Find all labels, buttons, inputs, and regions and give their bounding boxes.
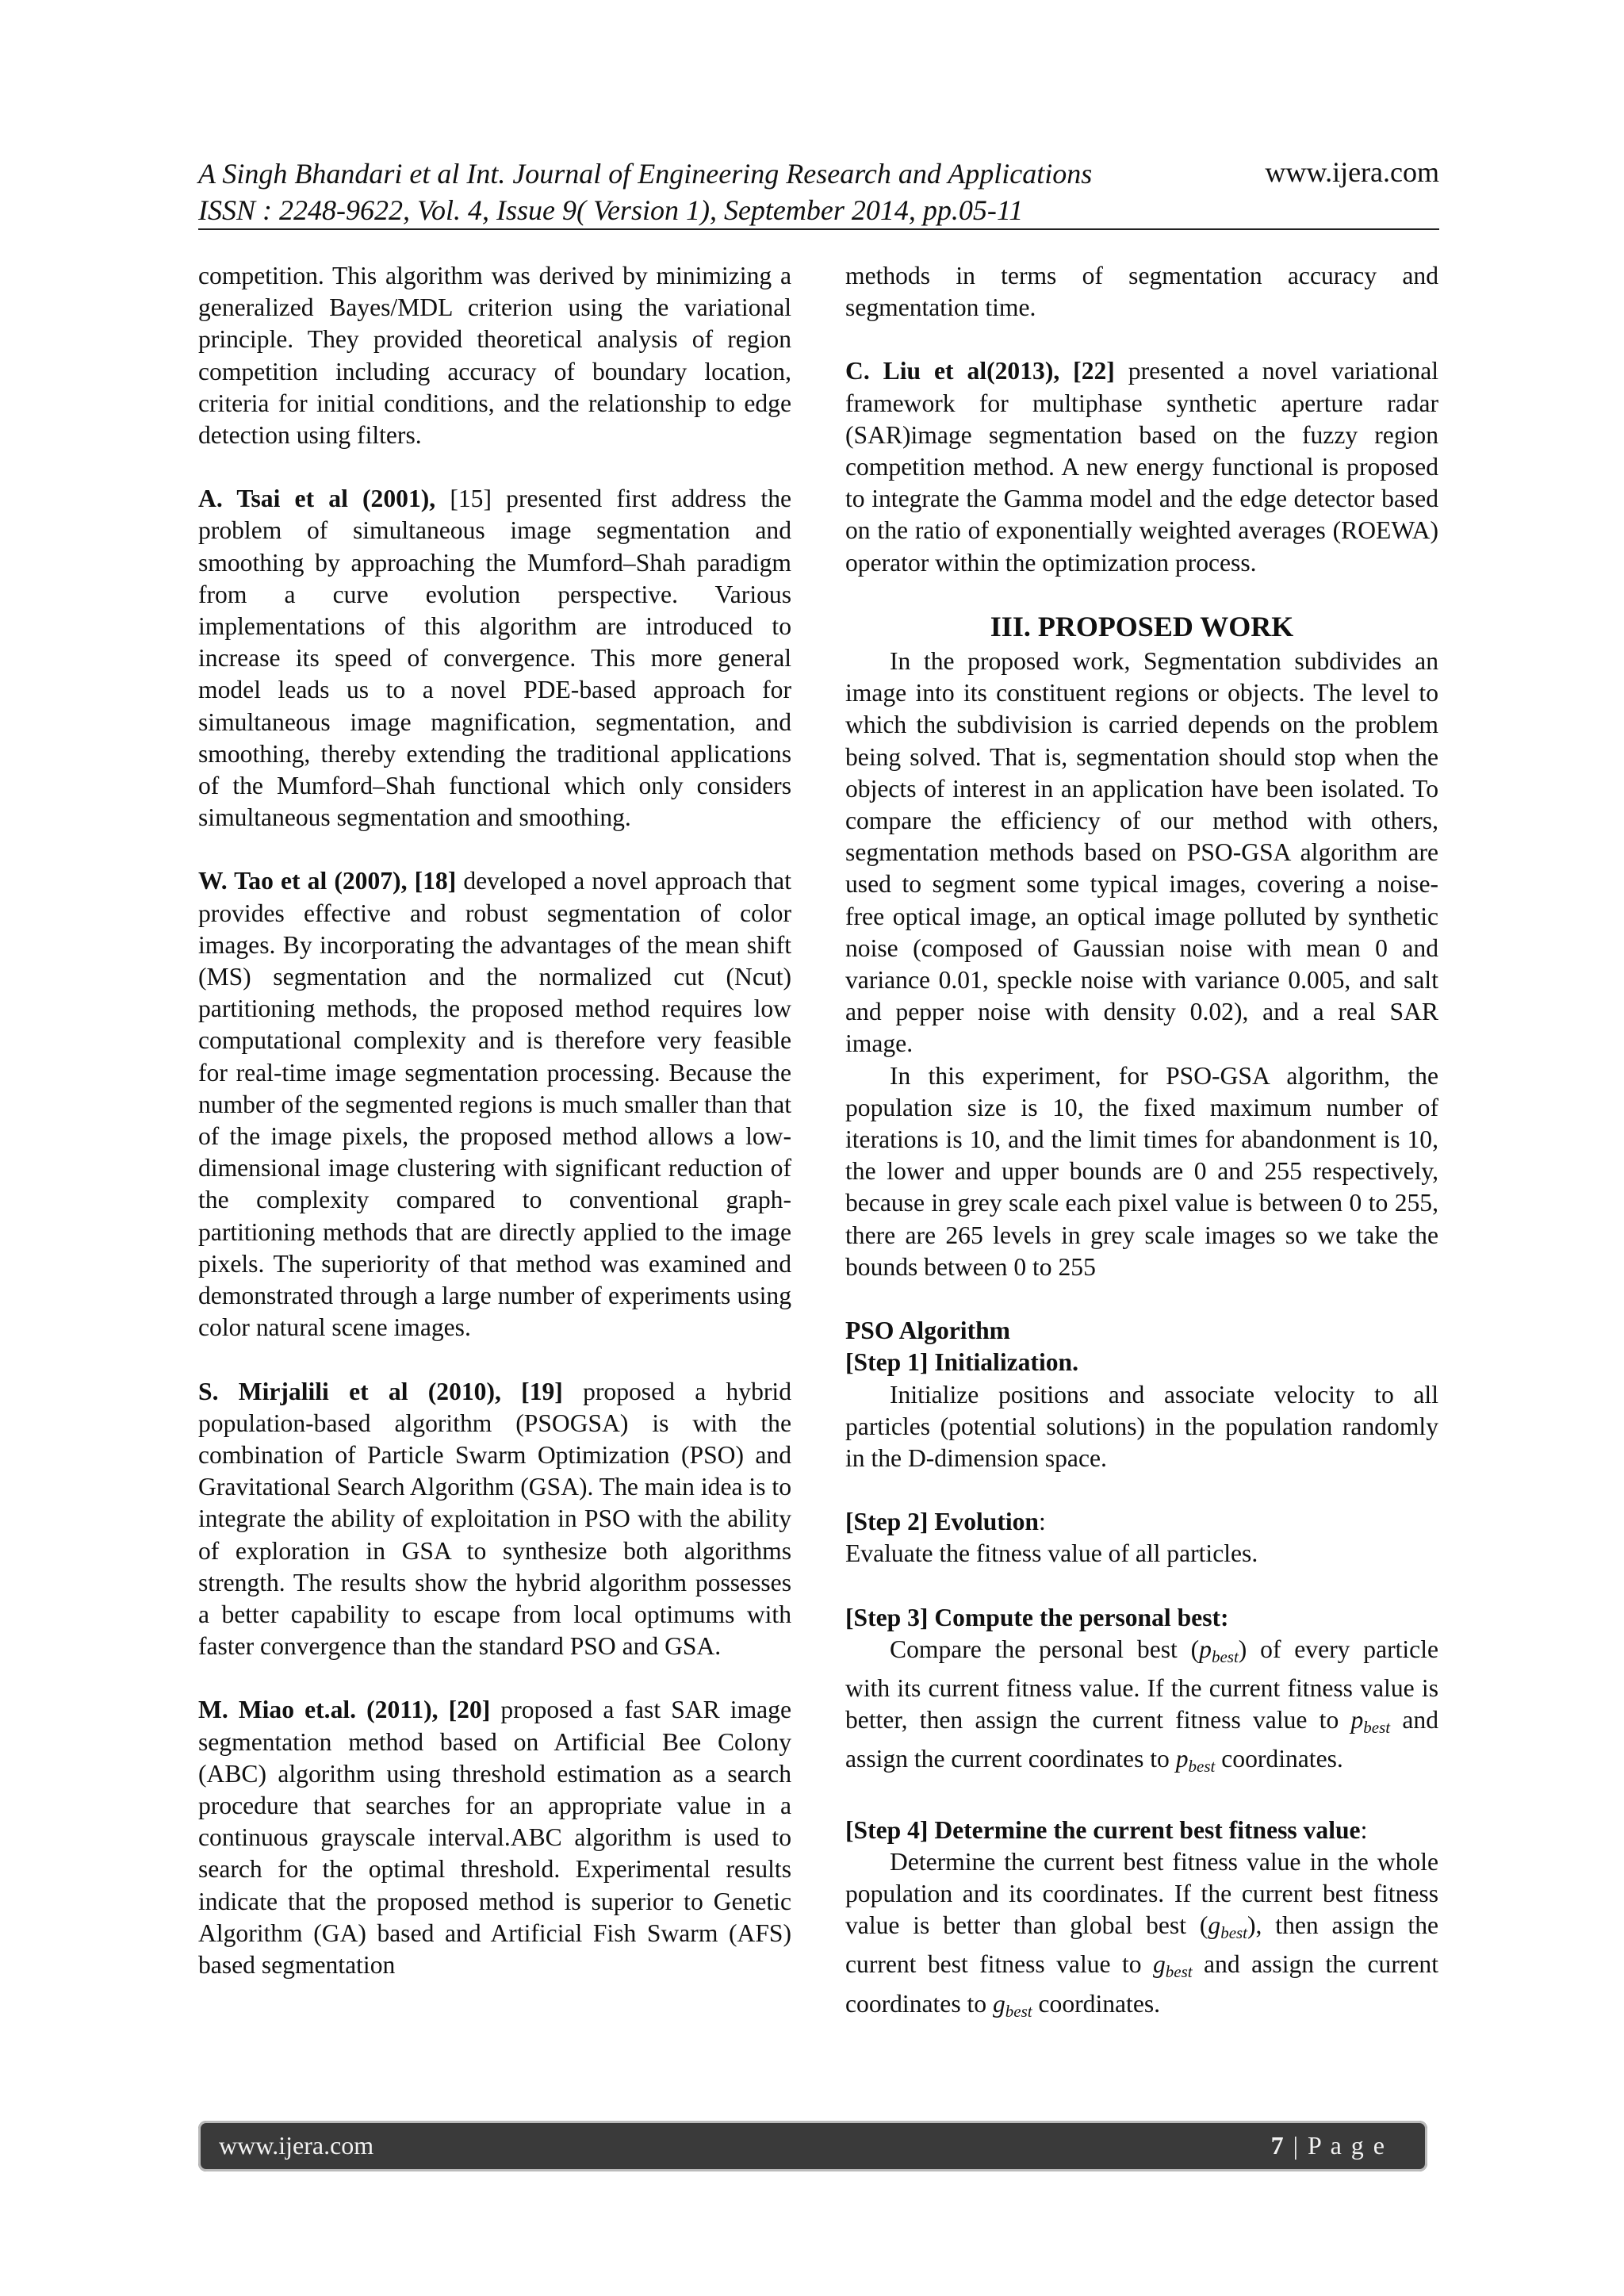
right-column: [845, 260, 1438, 2027]
pbest-symbol: $p_{best}$: [1350, 1706, 1391, 1738]
paragraph-mirjalili: [198, 1376, 791, 1663]
paragraph-tsai: [198, 483, 791, 834]
step4-heading: [Step 4] Determine the current best fitness value:: [845, 1815, 1368, 1844]
paragraph-proposed-work: In the proposed work, Segmentation subdivides an image into its constituent regions or objects. The level to which the subdivision is carried depends on the problem being solved. That is, segmentation should stop when the objects of interest in an application have been isolated. To compare the efficiency of our method with others, segmentation methods based on PSO-GSA algorithm are used to segment some typical images, covering a noise-free optical image, an optical image polluted by synthetic noise (composed of Gaussian noise with mean 0 and variance 0.01, speckle noise with variance 0.005, and salt and pepper noise with density 0.02), and a real SAR image.: [845, 647, 1438, 1058]
footer-page-number: 7 | P a g e: [1270, 2131, 1386, 2160]
paragraph-methods-continued: methods in terms of segmentation accuracy and segmentation time.: [845, 262, 1438, 322]
step1-text: Initialize positions and associate velocity to all particles (potential solutions) in the population randomly in the D-dimension space.: [845, 1380, 1438, 1472]
paragraph-liu-text: presented a novel variational framework for multiphase synthetic aperture radar (SAR)image segmentation based on the fuzzy region competition method. A new energy functional is proposed to integrate the Gamma model and the edge detector based on the ratio of exponentially weighted averages (ROEWA) operator within the optimization process.: [845, 357, 1438, 577]
step2-text: Evaluate the fitness value of all particles.: [845, 1539, 1258, 1568]
step2-heading: [Step 2] Evolution:: [845, 1508, 1046, 1536]
citation-miao: M. Miao et.al. (2011), [20]: [198, 1696, 491, 1724]
pbest-symbol: $p_{best}$: [1175, 1745, 1216, 1777]
gbest-symbol: $g_{best}$: [1152, 1950, 1193, 1982]
citation-tsai: A. Tsai et al (2001),: [198, 485, 436, 513]
step3-text: Compare the personal best $(p_{best})$ of every particle with its current fitness value. If the current fitness value is better, then assign the current fitness value to $p_{best}$ and assign the current coordinates to $p_{best}$ coordinates.: [845, 1635, 1438, 1777]
citation-mirjalili: S. Mirjalili et al (2010), [19]: [198, 1377, 563, 1405]
pbest-symbol: $p_{best}$: [1199, 1635, 1239, 1666]
header-website-link[interactable]: www.ijera.com: [1265, 156, 1439, 188]
citation-tao: W. Tao et al (2007), [18]: [198, 867, 457, 895]
paragraph-tao-text: developed a novel approach that provides effective and robust segmentation of color images. By incorporating the advantages of the mean shift (MS) segmentation and the normalized cut (Ncut) partitioning methods, the proposed method requires low computational complexity and is therefore very feasible for real-time image segmentation processing. Because the number of the segmented regions is much smaller than that of the image pixels, the proposed method allows a low-dimensional image clustering with significant reduction of the complexity compared to conventional graph-partitioning methods that are directly applied to the image pixels. The superiority of that method was examined and demonstrated through a large number of experiments using color natural scene images.: [198, 867, 791, 1342]
paragraph-competition: competition. This algorithm was derived by minimizing a generalized Bayes/MDL criterion using the variational principle. They provided theoretical analysis of region competition including accuracy of boundary location, criteria for initial conditions, and the relationship to edge detection using filters.: [198, 262, 791, 450]
pso-algorithm-heading: PSO Algorithm: [845, 1317, 1010, 1345]
header-issn-line: ISSN : 2248-9622, Vol. 4, Issue 9( Version 1), September 2014, pp.05-11: [198, 194, 1024, 226]
paragraph-miao: [198, 1694, 791, 1981]
gbest-symbol: $g_{best}$: [993, 1989, 1032, 2021]
citation-liu: C. Liu et al(2013), [22]: [845, 357, 1115, 385]
section-title-proposed-work: III. PROPOSED WORK: [990, 610, 1294, 642]
paragraph-tsai-text: [15] presented first address the problem of simultaneous image segmentation and smoothing by approaching the Mumford–Shah paradigm from a curve evolution perspective. Various implementations of this algorithm are introduced to increase its speed of convergence. This more general model leads us to a novel PDE-based approach for simultaneous image magnification, segmentation, and smoothing, thereby extending the traditional applications of the Mumford–Shah functional which only considers simultaneous segmentation and smoothing.: [198, 485, 792, 832]
paragraph-miao-text: proposed a fast SAR image segmentation method based on Artificial Bee Colony (ABC) algorithm using threshold estimation as a search procedure that searches for an appropriate value in a continuous grayscale interval.ABC algorithm is used to search for the optimal threshold. Experimental results indicate that the proposed method is superior to Genetic Algorithm (GA) based and Artificial Fish Swarm (AFS) based segmentation: [198, 1696, 791, 1979]
paragraph-liu: [845, 355, 1438, 578]
paragraph-tao: [198, 865, 791, 1343]
paragraph-experiment: In this experiment, for PSO-GSA algorithm, the population size is 10, the fixed maximum number of iterations is 10, and the limit times for abandonment is 10, the lower and upper bounds are 0 and 255 respectively, because in grey scale each pixel value is between 0 to 255, there are 265 levels in grey scale images so we take the bounds between 0 to 255: [845, 1061, 1438, 1281]
left-column: [198, 260, 791, 1981]
step1-heading: [Step 1] Initialization.: [845, 1348, 1079, 1377]
gbest-symbol: $g_{best}$: [1208, 1911, 1248, 1943]
header-journal-line: A Singh Bhandari et al Int. Journal of Engineering Research and Applications: [198, 158, 1093, 190]
page-footer: [198, 2121, 1427, 2171]
step4-text: Determine the current best fitness value in the whole population and its coordinates. If the current best fitness value is better than global best $(g_{best})$, then assign the current best fitness value to $g_{best}$ and assign the current coordinates to $g_{best}$ coordinates.: [845, 1847, 1439, 2021]
footer-website-link[interactable]: www.ijera.com: [219, 2131, 374, 2160]
running-header: [198, 155, 1439, 228]
paragraph-mirjalili-text: proposed a hybrid population-based algorithm (PSOGSA) is with the combination of Particle Swarm Optimization (PSO) and Gravitational Search Algorithm (GSA). The main idea is to integrate the ability of exploitation in PSO with the ability of exploration in GSA to synthesize both algorithms strength. The results show the hybrid algorithm possesses a better capability to escape from local optimums with faster convergence than the standard PSO and GSA.: [198, 1377, 791, 1661]
step3-heading: [Step 3] Compute the personal best:: [845, 1603, 1229, 1631]
header-divider: [198, 228, 1439, 230]
